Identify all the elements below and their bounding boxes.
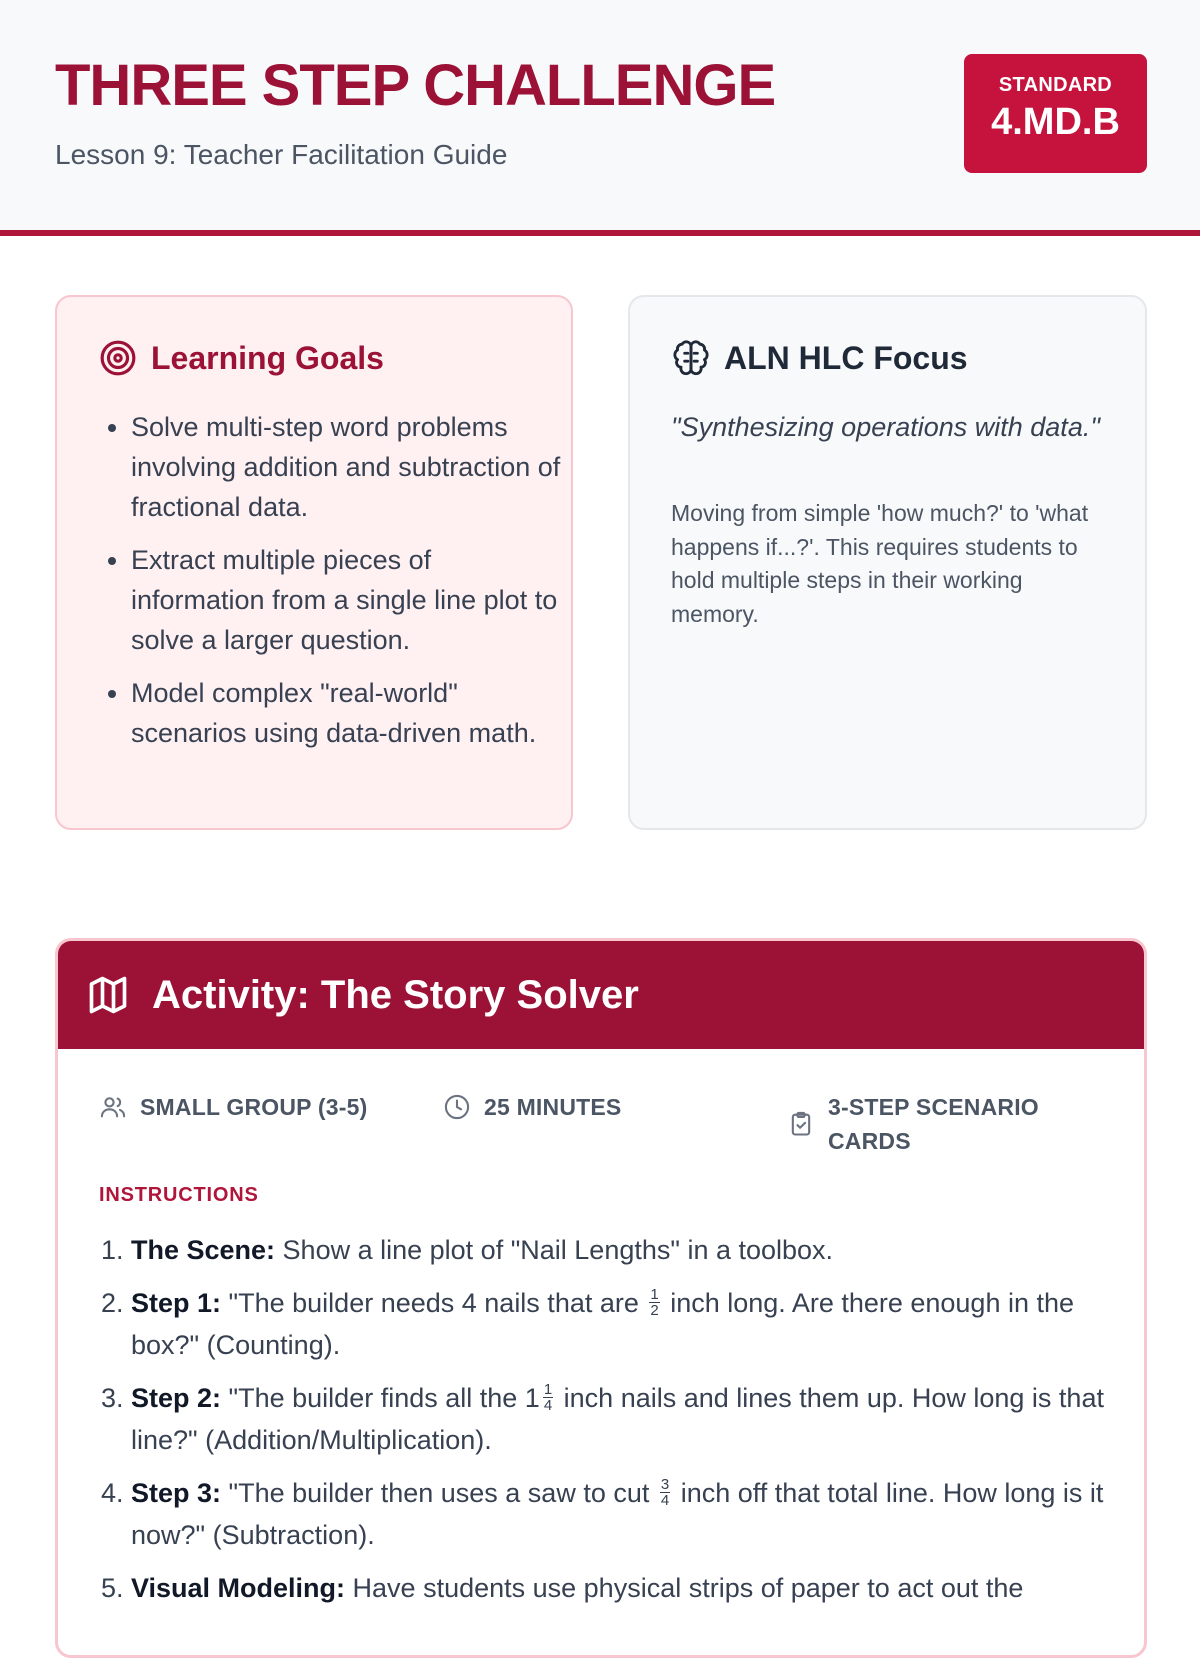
fraction-denominator: 4 [660,1492,670,1510]
page-subtitle: Lesson 9: Teacher Facilitation Guide [55,139,508,170]
list-item [131,1229,1131,1271]
standard-label: STANDARD [998,74,1113,96]
users-icon [99,1093,127,1121]
page-title: THREE STEP CHALLENGE [55,53,776,118]
fraction [649,1287,659,1318]
map-icon [86,973,130,1017]
fraction [543,1382,553,1413]
hlc-focus-quote: "Synthesizing operations with data." [671,412,1100,442]
brain-icon [672,339,710,377]
step-text: Have students use physical strips of paper to act out the [345,1573,1024,1603]
step-label: Step 2: [131,1383,222,1413]
step-text: inch off that total line. How long is it now?" (Subtraction). [131,1478,1104,1550]
activity-header [58,941,1144,1049]
step-text: "The builder needs 4 nails that are [221,1288,647,1318]
step-label: The Scene: [131,1235,276,1265]
fraction-numerator: 3 [660,1476,670,1494]
clipboard-check-icon [787,1110,815,1138]
list-item: • Extract multiple pieces of information from a single line plot to solve a larger question. [131,540,571,660]
fraction-numerator: 1 [543,1381,553,1399]
step-text: Show a line plot of "Nail Lengths" in a toolbox. [275,1235,834,1265]
list-item: • Model complex "real-world" scenarios using data-driven math. [131,673,571,753]
standard-badge [964,54,1147,173]
fraction-denominator: 2 [650,1302,659,1320]
step-text: inch long. Are there enough in the box?" (Counting). [131,1288,1075,1360]
clock-icon [443,1093,471,1121]
hlc-focus-card [628,295,1147,830]
learning-goals-title: Learning Goals [151,339,384,376]
learning-goals-card [55,295,573,830]
instructions-label: INSTRUCTIONS [99,1184,259,1206]
learning-goals-heading [99,339,384,377]
activity-title: Activity: The Story Solver [152,972,639,1017]
materials-text: 3-STEP SCENARIO CARDS [828,1094,1039,1154]
list-item: • Solve multi-step word problems involving addition and subtraction of fractional data. [131,407,571,527]
list-item [131,1282,1131,1366]
step-text: "The builder then uses a saw to cut [221,1478,657,1508]
hlc-focus-description: Moving from simple 'how much?' to 'what happens if...?'. This requires students to hold multiple steps in their working memory. [671,500,1089,627]
group-size-meta [99,1093,367,1121]
fraction [660,1477,670,1508]
instructions-list [99,1229,1131,1620]
fraction-denominator: 4 [543,1397,553,1415]
step-label: Visual Modeling: [131,1573,346,1603]
duration-text: 25 MINUTES [484,1093,622,1120]
step-label: Step 3: [131,1478,222,1508]
activity-card [55,938,1147,1658]
hlc-focus-heading [672,339,968,377]
step-label: Step 1: [131,1288,222,1318]
step-text: "The builder finds all the 1 [221,1383,540,1413]
page-header [0,0,1200,236]
standard-code: 4.MD.B [991,101,1120,143]
group-size-text: SMALL GROUP (3-5) [140,1093,368,1120]
duration-meta [443,1093,621,1121]
learning-goals-list [99,407,571,766]
target-icon [99,339,137,377]
list-item [131,1377,1131,1461]
list-item [131,1472,1131,1556]
materials-meta [787,1090,1077,1158]
fraction-numerator: 1 [650,1286,659,1304]
hlc-focus-title: ALN HLC Focus [724,339,968,376]
list-item [131,1567,1131,1609]
step-text: inch nails and lines them up. How long is that line?" (Addition/Multiplication). [131,1383,1104,1455]
